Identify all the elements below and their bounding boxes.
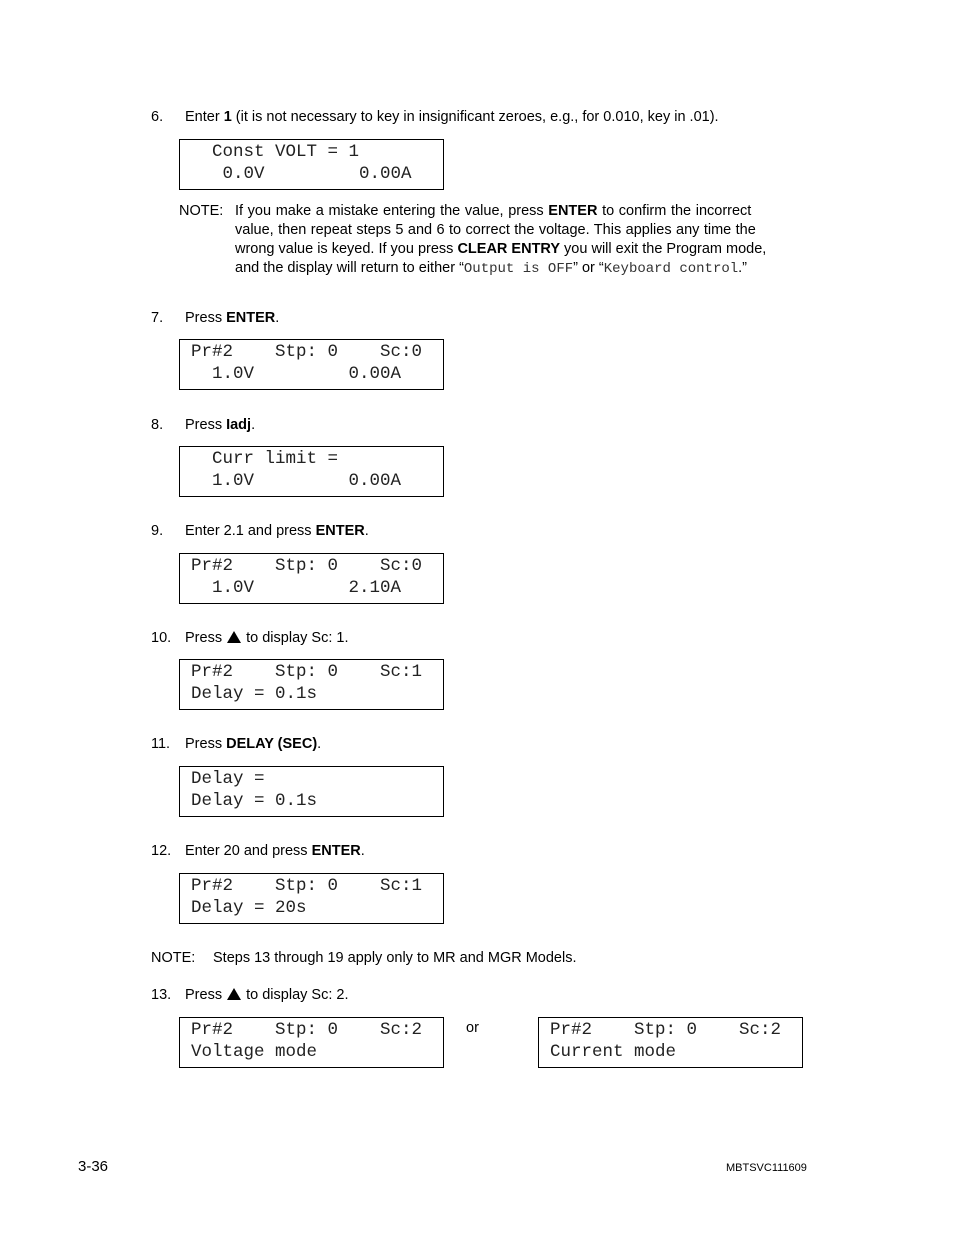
lcd-display: Curr limit = 1.0V 0.00A [179,446,444,497]
or-text: or [466,1020,479,1036]
up-arrow-icon [227,988,241,1000]
step-number: 11. [151,736,171,752]
lcd-display: Pr#2 Stp: 0 Sc:2 Voltage mode [179,1017,444,1068]
lcd-display: Pr#2 Stp: 0 Sc:2 Current mode [538,1017,803,1068]
note-label: NOTE: [151,950,196,966]
lcd-display: Pr#2 Stp: 0 Sc:1 Delay = 20s [179,873,444,924]
step-6-text: Enter 1 (it is not necessary to key in insignificant zeroes, e.g., for 0.010, key in .01). [185,109,719,125]
step-number: 7. [151,310,164,326]
step-number: 13. [151,987,172,1003]
step-number: 8. [151,417,164,433]
step-13-text: Press to display Sc: 2. [185,987,349,1003]
note-text: Steps 13 through 19 apply only to MR and MGR Models. [213,950,577,966]
step-7-text: Press ENTER. [185,310,280,326]
step-number: 6. [151,109,164,125]
lcd-display: Pr#2 Stp: 0 Sc:0 1.0V 2.10A [179,553,444,604]
step-11-text: Press DELAY (SEC). [185,736,322,752]
note-label: NOTE: [179,203,224,219]
step-number: 9. [151,523,164,539]
step-10-text: Press to display Sc: 1. [185,630,349,646]
step-12-text: Enter 20 and press ENTER. [185,843,365,859]
lcd-display: Delay = Delay = 0.1s [179,766,444,817]
step-9-text: Enter 2.1 and press ENTER. [185,523,369,539]
step-8-text: Press Iadj. [185,417,256,433]
document-code: MBTSVC111609 [726,1162,807,1174]
page-number: 3-36 [78,1158,109,1175]
note-text: If you make a mistake entering the value, press ENTER to confirm the incorrect value, then repeat steps 5 and 6 to correct the voltage. This applies any time the wrong value is keyed. If you press CLEAR ENTRY you will exit the Program mode, and the display will return to either “Output is OFF” or “Keyboard control.” [235,203,767,277]
lcd-display: Pr#2 Stp: 0 Sc:0 1.0V 0.00A [179,339,444,390]
up-arrow-icon [227,631,241,643]
lcd-display: Pr#2 Stp: 0 Sc:1 Delay = 0.1s [179,659,444,710]
step-number: 12. [151,843,172,859]
step-number: 10. [151,630,172,646]
lcd-display: Const VOLT = 1 0.0V 0.00A [179,139,444,190]
